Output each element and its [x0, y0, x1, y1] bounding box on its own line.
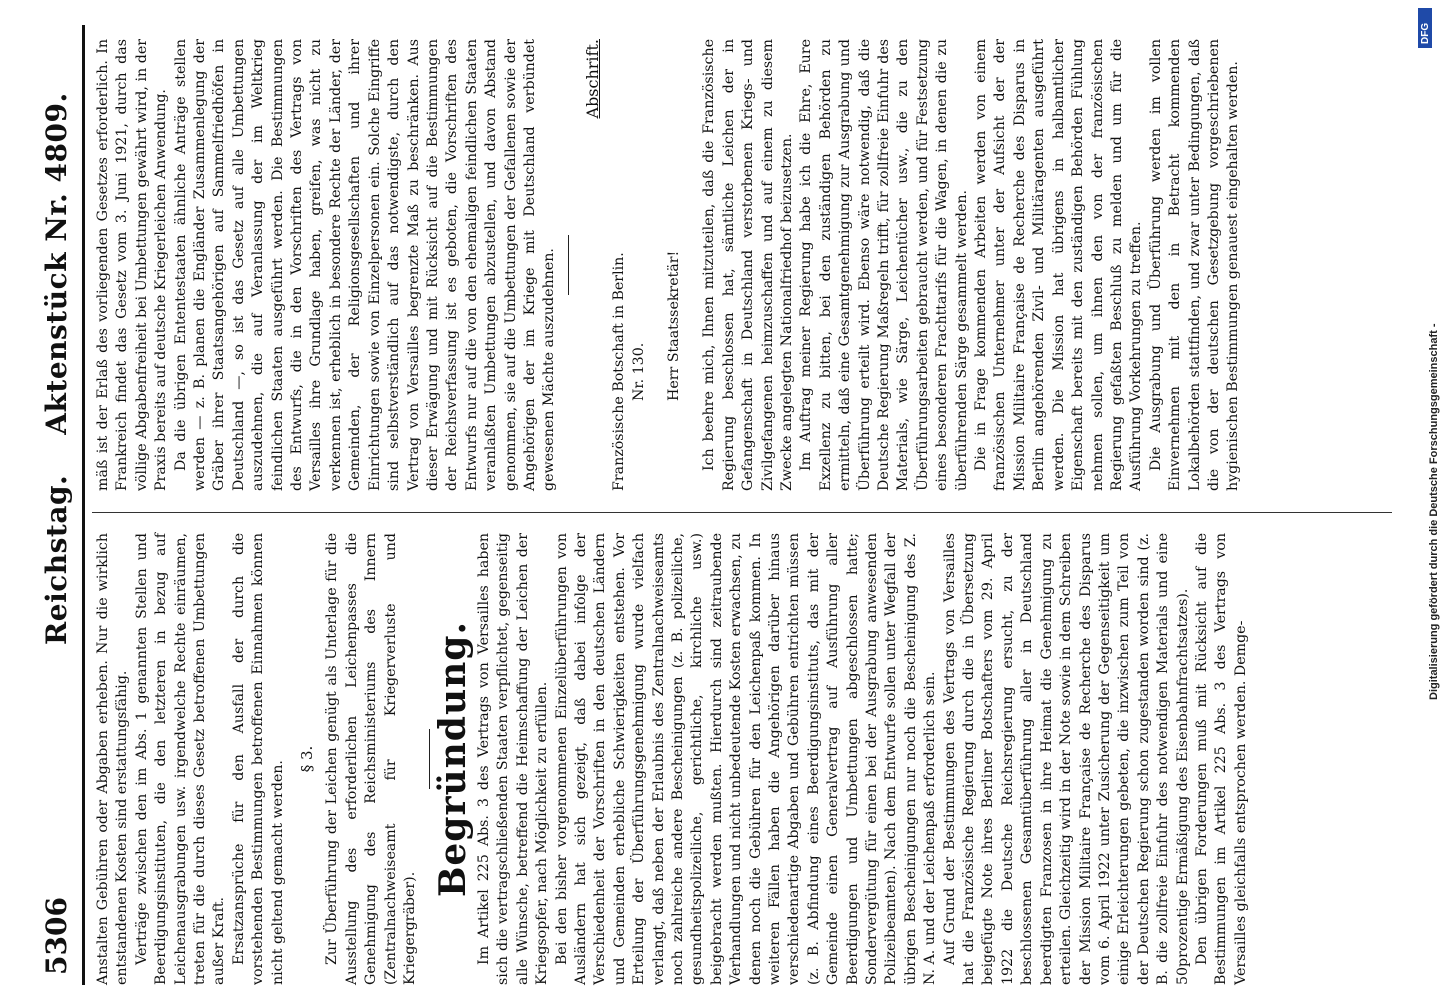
page-number: 5306	[40, 897, 73, 975]
paragraph: Ersatzansprüche für den Ausfall der durch die vorstehenden Bestimmungen betroffenen Einnahmen können nicht geltend gemacht werden.	[230, 533, 286, 985]
digitization-note	[1414, 10, 1440, 990]
document-page	[32, 25, 1412, 985]
paragraph: Bei den bisher vorgenommenen Einzelüberführungen von Ausländern hat sich gezeigt, daß dabei infolge der Verschiedenheit der Vorschriften in den deutschen Ländern und Gemeinden erhebliche Schwierigkeiten entstehen. Vor Erteilung der Überführungsgenehmigung wurde vielfach verlangt, daß neben der Erlaubnis des Zentralnachweiseamts noch zahlreiche andere Bescheinigungen (z. B. polizeiliche, gesundheitspolizeiliche, gerichtliche, kirchliche usw.) beigebracht werden mußten. Hierdurch sind zeitraubende Verhandlungen und nicht unbedeutende Kosten erwachsen, zu denen noch die Gebühren für den Leichenpaß kommen. In weiteren Fällen haben die Angehörigen darüber hinaus verschiedenartige Abgaben und Gebühren entrichten müssen (z. B. Abfindung eines Beerdigungsinstituts, das mit der Gemeinde einen Generalvertrag auf Ausführung aller Beerdigungen und Umbettungen abgeschlossen hatte; Sondervergütung für einen bei der Ausgrabung anwesenden Polizeibeamten). Nach dem Entwurfe sollen unter Wegfall der übrigen Bescheinigungen nur noch die Bescheinigung des Z. N. A. und der Leichenpaß erforderlich sein.	[553, 533, 939, 985]
header-title	[40, 92, 73, 645]
paragraph: Verträge zwischen den im Abs. 1 genannten Stellen und Beerdigungsinstituten, die den letzteren in bezug auf Leichenausgrabungen usw. irgendwelche Rechte einräumen, treten für die durch dieses Gesetz betroffenen Umbettungen außer Kraft.	[133, 533, 228, 985]
header-title-right: Aktenstück Nr. 4809.	[40, 92, 73, 435]
paragraph: Ich beehre mich, Ihnen mitzuteilen, daß die Französische Regierung beschlossen hat, sämtliche Leichen der in Gefangenschaft in Deutschland verstorbenen Kriegs- und Zivilgefangenen heimzuschaffen und auf einem zu diesem Zwecke angelegten Nationalfriedhof beizusetzen.	[701, 39, 795, 491]
salutation: Herr Staatssekretär!	[665, 250, 682, 401]
abschrift-label: Abschrift.	[582, 39, 602, 119]
divider	[429, 729, 430, 789]
paragraph: Zur Überführung der Leichen genügt als Unterlage für die Ausstellung des erforderlichen Leichenpasses die Genehmigung des Reichsministeriums des Innern (Zentralnachweiseamt für Kriegerverluste und Kriegergräber).	[324, 533, 419, 985]
page-header	[32, 25, 85, 985]
paragraph: Auf Grund der Bestimmungen des Vertrags von Versailles hat die Französische Regierung durch die in Übersetzung beigefügte Note ihres Berliner Botschafters vom 29. April 1922 die Deutsche Reichsregierung ersucht, zu der beschlossenen Gesamtüberführung aller in Deutschland beerdigten Franzosen in ihre Heimat die Genehmigung zu erteilen. Gleichzeitig wird in der Note sowie in dem Schreiben der Mission Militaire Française de Recherche des Disparus vom 6. April 1922 unter Zusicherung der Gegenseitigkeit um einige Erleichterungen gebeten, die inzwischen zum Teil von der Deutschen Regierung schon zugestanden worden sind (z. B. die zollfreie Einfuhr des notwendigen Materials und eine 50prozentige Ermäßigung des Eisenbahnfrachtsatzes).	[941, 533, 1191, 985]
column-divider	[92, 512, 1392, 513]
heading-begruendung: Begründung.	[431, 620, 474, 898]
paragraph: Im Auftrag meiner Regierung habe ich die Ehre, Eure Exzellenz zu bitten, bei den zuständigen Behörden zu ermitteln, daß eine Gesamtgenehmigung zur Ausgrabung und Überführung erteilt wird. Ebenso wäre notwendig, daß die Deutsche Regierung Maßregeln trifft, für zollfreie Einfuhr des Materials, wie Särge, Leichentücher usw., die zu den Überführungsarbeiten gebraucht werden, und für Festsetzung eines besonderen Frachttarifs für die Wagen, in denen die zu überführenden Särge gesammelt werden.	[798, 39, 970, 491]
right-column	[94, 39, 1244, 491]
digitization-note-text: Digitalisierung gefördert durch die Deutsche Forschungsgemeinschaft -	[1428, 323, 1440, 700]
paragraph: Die in Frage kommenden Arbeiten werden von einem französischen Unternehmer unter der Aufsicht der der Mission Militaire Française de Recherche des Disparus in Berlin angehörenden Zivil- und Militäragenten ausgeführt werden. Die Mission hat übrigens in halbamtlicher Eigenschaft bereits mit den zuständigen Behörden Fühlung nehmen sollen, um ihnen den von der französischen Regierung gefaßten Beschluß zu melden und um für die Ausführung Vorkehrungen zu treffen.	[973, 39, 1145, 491]
paragraph: Den übrigen Forderungen muß mit Rücksicht auf die Bestimmungen im Artikel 225 Abs. 3 des Vertrags von Versailles gleichfalls entsprochen werden. Demge-	[1193, 533, 1249, 985]
dfg-badge-text: DFG	[1420, 22, 1431, 44]
left-column	[94, 533, 1251, 985]
header-title-left: Reichstag.	[40, 474, 73, 645]
divider	[568, 235, 569, 295]
paragraph: Im Artikel 225 Abs. 3 des Vertrags von Versailles haben sich die vertragschließenden Staaten verpflichtet, gegenseitig alle Wünsche, betreffend die Heimschaffung der Leichen der Kriegsopfer, nach Möglichkeit zu erfüllen.	[475, 533, 551, 985]
paragraph: Da die übrigen Ententestaaten ähnliche Anträge stellen werden — z. B. planen die Engländer Zusammenlegung der Gräber ihrer Staatsangehörigen auf Sammelfriedhöfen in Deutschland —, so ist das Gesetz auf alle Umbettungen auszudehnen, die auf Veranlassung der im Weltkrieg feindlichen Staaten ausgeführt werden. Die Bestimmungen des Entwurfs, die in den Vorschriften des Vertrags von Versailles ihre Grundlage haben, greifen, was nicht zu verkennen ist, erheblich in besondere Rechte der Länder, der Gemeinden, der Religionsgesellschaften und ihrer Einrichtungen sowie von Einzelpersonen ein. Solche Eingriffe sind selbstverständlich auf das notwendigste, durch den Vertrag von Versailles begrenzte Maß zu beschränken. Aus dieser Erwägung und mit Rücksicht auf die Bestimmungen der Reichsverfassung ist es geboten, die Vorschriften des Entwurfs nur auf die von den ehemaligen feindlichen Staaten veranlaßten Umbettungen abzustellen, und davon Abstand genommen, sie auf die Umbettungen der Gefallenen sowie der Angehörigen der im Kriege mit Deutschland verbündet gewesenen Mächte auszudehnen.	[172, 39, 558, 491]
paragraph: Anstalten Gebühren oder Abgaben erheben. Nur die wirklich entstandenen Kosten sind erstattungsfähig.	[95, 533, 131, 985]
section-heading: § 3.	[298, 745, 317, 773]
paragraph: mäß ist der Erlaß des vorliegenden Gesetzes erforderlich. In Frankreich findet das Gesetz vom 3. Juni 1921, durch das völlige Abgabenfreiheit bei Umbettungen gewährt wird, in der Praxis bereits auf deutsche Kriegerleichen Anwendung.	[95, 39, 170, 491]
note-number: Nr. 130.	[630, 342, 647, 401]
paragraph: Die Ausgrabung und Überführung werden im vollen Einvernehmen mit den in Betracht kommenden Lokalbehörden stattfinden, und zwar unter Bedingungen, daß die von der deutschen Gesetzgebung vorgeschriebenen hygienischen Bestimmungen genauest eingehalten werden.	[1147, 39, 1242, 491]
embassy-line: Französische Botschaft in Berlin.	[611, 252, 628, 491]
